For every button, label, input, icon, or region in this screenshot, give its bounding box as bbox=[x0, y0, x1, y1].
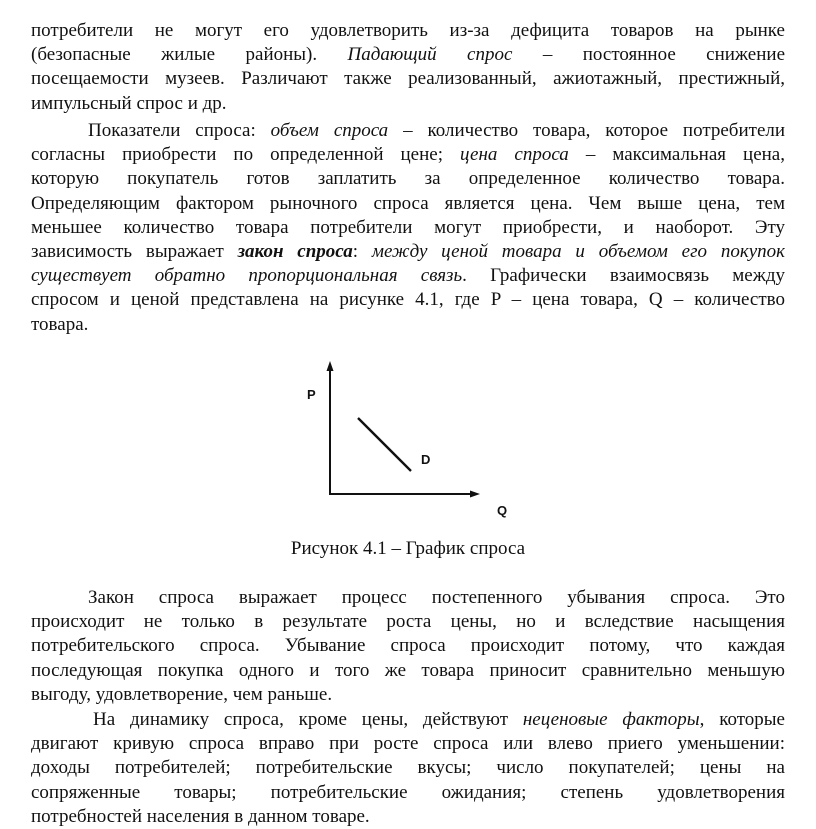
p4-line-3: доходы потребителей; потребительские вкусы; число покупателей; цены на bbox=[31, 757, 785, 779]
p2-line-5: меньшее количество товара потребители могут приобрести, и наоборот. Эту bbox=[31, 216, 785, 238]
paragraph-4 bbox=[31, 708, 785, 829]
p2-line-3: которую покупатель готов заплатить за определенное количество товара. bbox=[31, 168, 785, 190]
p2-line-6-text: зависимость выражает bbox=[31, 240, 224, 262]
p1-line-2-rest: – постоянное снижение bbox=[542, 44, 785, 66]
p1-line-1: потребители не могут его удовлетворить из-за дефицита товаров на рынке bbox=[31, 20, 785, 41]
paragraph-3 bbox=[31, 586, 785, 707]
p4-line-5: потребностей населения в данном товаре. bbox=[31, 805, 370, 827]
p3-line-5: выгоду, удовлетворение, чем раньше. bbox=[31, 683, 333, 705]
y-axis-arrow bbox=[327, 361, 334, 371]
law-statement-part-1: между ценой товара и объемом его покупок bbox=[371, 240, 785, 262]
p3-line-1: Закон спроса выражает процесс постепенного убывания спроса. Это bbox=[88, 587, 785, 608]
x-axis-arrow bbox=[470, 491, 480, 498]
p4-line-1 bbox=[31, 708, 785, 732]
p4-line-2: двигают кривую спроса вправо при росте спроса или влево приего уменьшении: bbox=[31, 733, 785, 755]
p2-line-2-text: согласны приобрести по определенной цене; bbox=[31, 144, 443, 166]
p3-line-3: потребительского спроса. Убывание спроса происходит потому, что каждая bbox=[31, 635, 785, 657]
p2-line-8: спросом и ценой представлена на рисунке 4.1, где P – цена товара, Q – количество bbox=[31, 289, 785, 311]
y-axis-label: P bbox=[307, 387, 316, 402]
p2-line-6-colon: : bbox=[352, 240, 359, 262]
p3-line-2: происходит не только в результате роста цены, но и вследствие насыщения bbox=[31, 611, 785, 633]
term-demand-volume: объем спроса bbox=[270, 120, 389, 141]
p2-line-7-rest: . Графически взаимосвязь между bbox=[462, 265, 785, 287]
p2-line-1-text: Показатели спроса: bbox=[88, 120, 256, 141]
demand-curve-label: D bbox=[421, 452, 431, 467]
p2-line-4: Определяющим фактором рыночного спроса является цена. Чем выше цена, тем bbox=[31, 192, 785, 214]
p4-line-4: сопряженные товары; потребительские ожидания; степень удовлетворения bbox=[31, 781, 785, 803]
p2-line-9: товара. bbox=[31, 313, 89, 335]
p4-line-1-rest: , которые bbox=[699, 709, 785, 730]
demand-curve bbox=[358, 418, 411, 471]
p4-line-1-text: На динамику спроса, кроме цены, действуют bbox=[93, 709, 508, 730]
term-demand-price: цена спроса bbox=[460, 144, 569, 166]
p1-line-4: импульсный спрос и др. bbox=[31, 92, 227, 114]
law-statement-part-2: существует обратно пропорциональная связь bbox=[31, 265, 463, 287]
p1-line-3: посещаемости музеев. Различают также реализованный, ажиотажный, престижный, bbox=[31, 68, 785, 90]
p3-line-4: последующая покупка одного и того же товара приносит сравнительно меньшую bbox=[31, 659, 785, 681]
p1-line-2-text: (безопасные жилые районы). bbox=[31, 44, 318, 66]
figure-caption: Рисунок 4.1 – График спроса bbox=[290, 538, 526, 559]
p2-line-2-rest: – максимальная цена, bbox=[585, 144, 785, 166]
term-falling-demand: Падающий спрос bbox=[347, 44, 513, 66]
term-non-price-factors: неценовые факторы bbox=[522, 709, 700, 730]
p2-line-1-rest: – количество товара, которое потребители bbox=[403, 120, 785, 141]
term-law-of-demand: закон спроса bbox=[237, 240, 353, 262]
x-axis-label: Q bbox=[497, 503, 508, 518]
